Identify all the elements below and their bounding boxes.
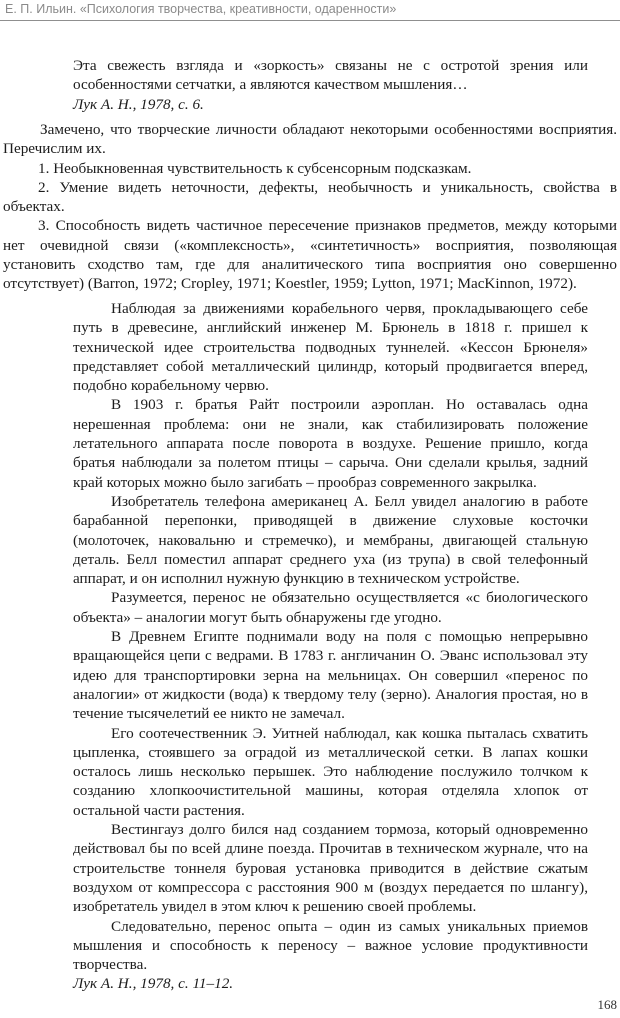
- inset-paragraph: В 1903 г. братья Райт построили аэроплан. Но оставалась одна нерешенная проблема: они не знали, как стабилизировать положение летательного аппарата после поворота в воздухе. Решение пришло, когда братья наблюдали за полетом птицы – сарыча. Они сделали крылья, задний край которых можно было загибать – прообраз современного закрылка.: [73, 396, 588, 491]
- list-item: 1. Необыкновенная чувствительность к субсенсорным подсказкам.: [38, 159, 472, 177]
- epigraph-citation: Лук А. Н., 1978, с. 6.: [73, 95, 204, 113]
- header-divider: [0, 20, 620, 21]
- inset-paragraph: Его соотечественник Э. Уитней наблюдал, как кошка пыталась схватить цыпленка, стоявшего за оградой из металлической сетки. В лапах кошки осталось лишь несколько перышек. Это наблюдение послужило толчком к созданию хлопкоочистительной машины, которая отделяла хлопок от остальной части растения.: [73, 724, 588, 819]
- inset-paragraph: Разумеется, перенос не обязательно осуществляется «с биологического объекта» – аналогии могут быть обнаружены где угодно.: [73, 589, 588, 626]
- epigraph-text: Эта свежесть взгляда и «зоркость» связаны не с остротой зрения или особенностями сетчатки, а являются качеством мышления…: [73, 57, 588, 94]
- inset-paragraph: Изобретатель телефона американец А. Белл увидел аналогию в работе барабанной перепонки, приводящей в движение слуховые косточки (молоточек, наковальню и стремечко), и мембраны, двигающей стальную деталь. Белл поместил аппарат среднего уха (из трупа) в свой телефонный аппарат, и он исполнил нужную функцию в техническом устройстве.: [73, 492, 588, 588]
- inset-paragraph: Следовательно, перенос опыта – один из самых уникальных приемов мышления и способность к переносу – важное условие продуктивности творчества.: [73, 917, 588, 974]
- running-header: Е. П. Ильин. «Психология творчества, креативности, одаренности»: [5, 2, 397, 16]
- list-item: 2. Умение видеть неточности, дефекты, необычность и уникальность, свойства в объектах.: [3, 178, 617, 216]
- epigraph: [73, 56, 588, 114]
- intro-paragraph: Замечено, что творческие личности обладают некоторыми особенностями восприятия. Перечислим их.: [3, 121, 617, 158]
- inset-paragraph: Вестингауз долго бился над созданием тормоза, который одновременно действовал бы по всей длине поезда. Прочитав в техническом журнале, что на строительстве тоннеля буровая установка приводится в действие сжатым воздухом от компрессора с расстояния 900 м (воздух передается по шлангу), изобретатель увидел в этом ключ к решению своей проблемы.: [73, 821, 588, 916]
- inset-citation: Лук А. Н., 1978, с. 11–12.: [73, 975, 234, 993]
- inset-paragraph: Наблюдая за движениями корабельного червя, прокладывающего себе путь в древесине, английский инженер М. Брюнель в 1818 г. пришел к технической идее строительства подводных туннелей. «Кессон Брюнеля» представляет собой металлический цилиндр, который продвигается вперед, подобно корабельному червю.: [73, 300, 588, 395]
- list-item: 3. Способность видеть частичное пересечение признаков предметов, между которыми нет очевидной связи («комплексность», «синтетичность» восприятия, позволяющая установить сходство там, где для аналитического типа восприятия оно совершенно отсутствует) (Barron, 1972; Cropley, 1971; Koestler, 1959; Lytton, 1971; MacKinnon, 1972).: [3, 217, 617, 293]
- main-text: [3, 120, 617, 294]
- inset-examples: [73, 299, 588, 994]
- inset-paragraph: В Древнем Египте поднимали воду на поля с помощью непрерывно вращающейся цепи с ведрами. В 1783 г. англичанин О. Эванс использовал эту идею для транспортировки зерна на мельницах. Он совершил «перенос по аналогии» от жидкости (вода) к твердому телу (зерно). Аналогия простая, но в течение тысячелетий ее никто не замечал.: [73, 628, 588, 723]
- page-number: 168: [597, 997, 617, 1012]
